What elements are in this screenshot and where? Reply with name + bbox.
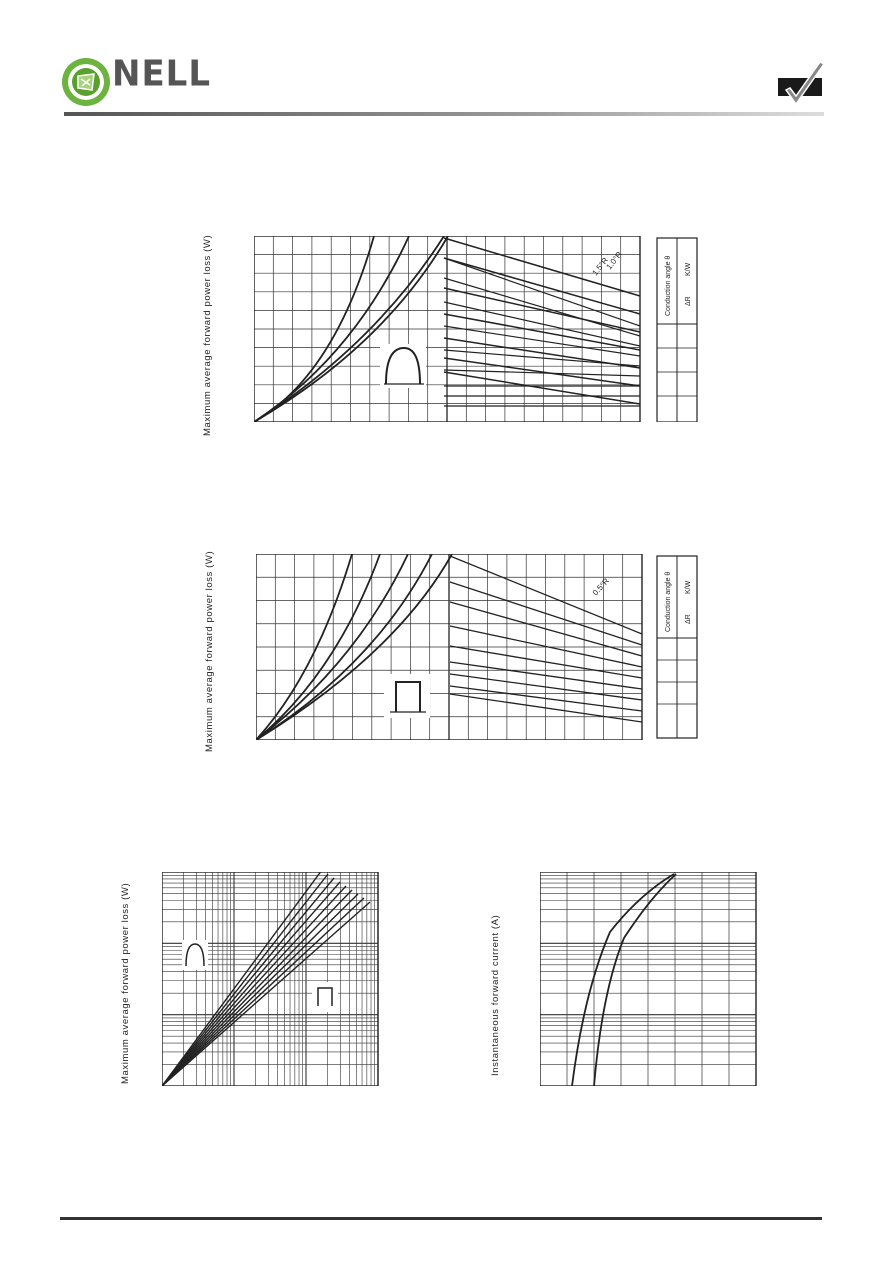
chart2-table-header-kw: K/W bbox=[685, 580, 692, 594]
brand-name: NELL bbox=[112, 53, 212, 95]
chart1-table-header-kw: K/W bbox=[685, 262, 692, 276]
chart2-thermal-line bbox=[450, 626, 642, 667]
chart4-plot bbox=[540, 872, 758, 1086]
chart2-waveform-icon bbox=[384, 674, 430, 718]
chart4-iv-curve bbox=[594, 874, 676, 1086]
chart3-square-icon bbox=[312, 982, 338, 1012]
chart3-ylabel: Maximum average forward power loss (W) bbox=[120, 882, 131, 1084]
chart1-waveform-icon bbox=[380, 344, 426, 388]
chart2-thermal-line bbox=[450, 662, 642, 689]
chart2-table-header-angle: Conduction angle θ bbox=[665, 571, 672, 632]
chart2-table-header-dr: ΔR bbox=[685, 614, 692, 624]
chart2-thermal-line bbox=[450, 602, 642, 656]
chart2-thermal-line bbox=[450, 556, 642, 634]
chart4-curves bbox=[572, 874, 676, 1086]
chart2-plot bbox=[256, 554, 702, 740]
chart2-grid bbox=[256, 554, 642, 740]
nell-logo-icon bbox=[60, 56, 112, 108]
chart1-table-header-dr: ΔR bbox=[685, 296, 692, 306]
chart4-ylabel: Instantaneous forward current (A) bbox=[490, 914, 501, 1076]
chart2-thermal-line bbox=[450, 582, 642, 645]
chart3-sine-icon bbox=[182, 940, 208, 970]
chart1-thermal-line bbox=[444, 372, 640, 404]
chart2-curve-label-1: 0.5°R bbox=[590, 576, 611, 598]
chart1-thermal-line bbox=[444, 370, 640, 376]
chart2-thermal-line bbox=[450, 674, 642, 700]
chart3-loss-line bbox=[162, 902, 370, 1086]
checkmark-badge-icon bbox=[776, 60, 828, 108]
chart1-ylabel: Maximum average forward power loss (W) bbox=[202, 234, 213, 436]
chart4-iv-curve bbox=[572, 874, 674, 1086]
chart2-thermal-line bbox=[450, 646, 642, 678]
chart1-table-header-angle: Conduction angle θ bbox=[665, 255, 672, 316]
chart1-curve-label-1: 1.0°R bbox=[604, 249, 624, 272]
chart1-table bbox=[657, 238, 697, 422]
chart1-plot bbox=[254, 236, 700, 422]
chart3-loss-line bbox=[162, 874, 328, 1086]
chart1-thermal-line bbox=[444, 358, 640, 386]
chart2-ylabel: Maximum average forward power loss (W) bbox=[204, 550, 215, 752]
chart3-loss-line bbox=[162, 872, 322, 1086]
chart1-curve-label-2: 1.5°R bbox=[590, 255, 610, 278]
chart3-plot bbox=[162, 872, 380, 1086]
chart1-thermal-line bbox=[444, 302, 640, 346]
chart1-thermal-line bbox=[444, 314, 640, 350]
chart1-thermal-line bbox=[444, 326, 640, 356]
footer-rule bbox=[60, 1217, 822, 1220]
header-rule bbox=[64, 112, 824, 116]
chart3-curves bbox=[162, 872, 370, 1086]
chart1-thermal-line bbox=[444, 288, 640, 332]
chart2-table bbox=[657, 556, 697, 738]
